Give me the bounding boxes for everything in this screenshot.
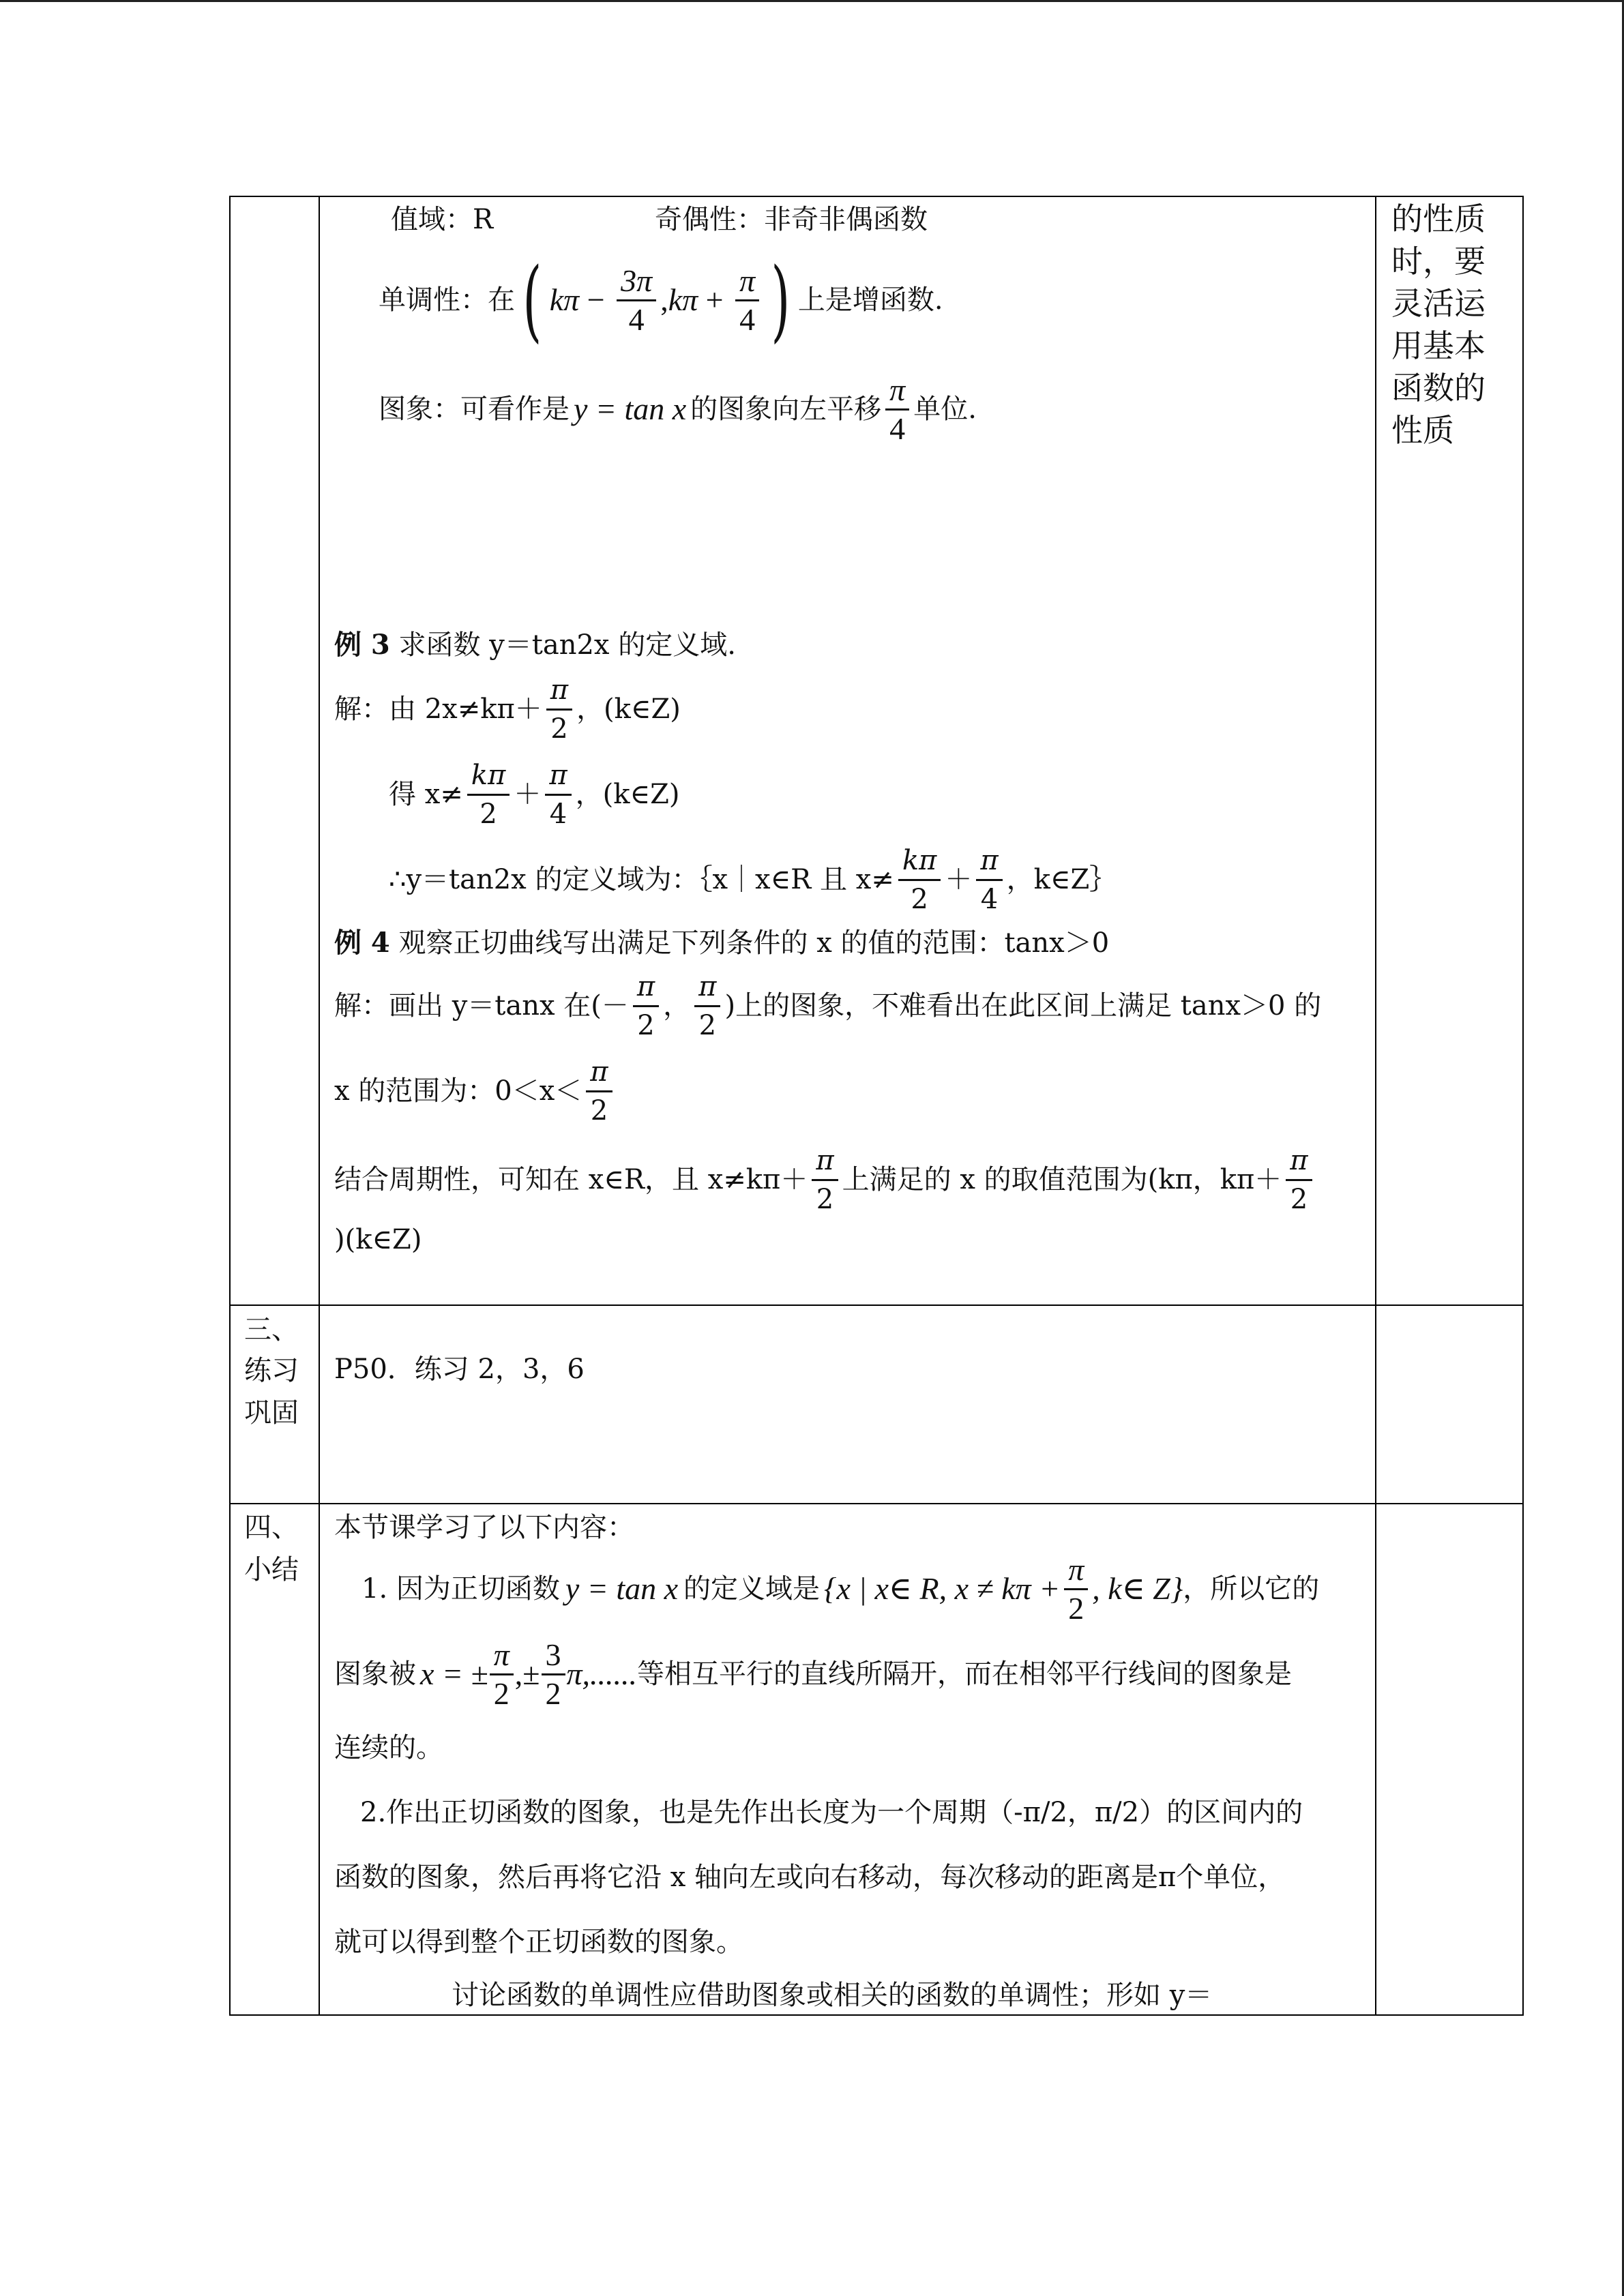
side-note-line-1: 的性质: [1391, 200, 1486, 237]
row2-label-1: 三、: [244, 1314, 299, 1345]
row3-label-1: 四、: [244, 1512, 299, 1543]
graph-line: [379, 368, 977, 450]
example-4-solution-4: )(k∈Z): [334, 1224, 422, 1255]
summary-point-1b: 图象被 x = ± $\frac{\pi}{2}$ ,± $\frac{3}{2}$ π,...... 等相互平行的直线所隔开，而在相邻平行线间的图象是: [334, 1637, 1293, 1711]
side-note-line-2: 时，要: [1391, 243, 1486, 280]
summary-intro: 本节课学习了以下内容：: [334, 1512, 634, 1543]
range-text: 值域：R: [391, 204, 494, 235]
summary-point-2b: 函数的图象，然后再将它沿 x 轴向左或向右移动，每次移动的距离是π个单位，: [334, 1862, 1286, 1893]
graph-equation: y = tan x: [574, 391, 687, 426]
example-3-solution-1: 解：由 2x≠kπ＋ $\frac{\pi}{2}$ ，(k∈Z): [334, 668, 681, 750]
monotonicity-line: [379, 248, 943, 352]
example-4-solution-1: 解：画出 y＝tanx 在(－ $\frac{\pi}{2}$ ， $\frac{\pi}{2}$ )上的图象，不难看出在此区间上满足 tanx＞0 的: [334, 965, 1321, 1047]
example-4-heading: [334, 924, 1109, 962]
side-note-line-4: 用基本: [1391, 327, 1486, 364]
row2-note-cell: [1375, 1304, 1524, 1504]
ex4-fraction-1: $\frac{\pi}{2}$: [633, 968, 659, 1044]
example-4-label: 例 4: [334, 927, 390, 959]
asymptote-fraction-2: $\frac{3}{2}$: [542, 1637, 565, 1712]
ex3-domain-fraction-pi-4: $\frac{\pi}{4}$: [976, 842, 1002, 918]
mono-minus: −: [579, 282, 613, 317]
fraction-pi-over-4: $\frac{\pi}{4}$: [735, 263, 759, 338]
summary-point-3: 讨论函数的单调性应借助图象或相关的函数的单调性；形如 y＝: [452, 1980, 1213, 2011]
summary-point-2a: 2.作出正切函数的图象，也是先作出长度为一个周期（-π/2，π/2）的区间内的: [360, 1797, 1303, 1828]
page-top-border: [0, 0, 1624, 2]
ex3-fraction-pi-2: $\frac{\pi}{2}$: [546, 672, 572, 747]
row2-label-3: 巩固: [244, 1397, 299, 1429]
side-note-line-5: 函数的: [1391, 370, 1486, 406]
practice-content: P50．练习 2，3，6: [334, 1354, 585, 1385]
left-paren: (: [522, 248, 542, 352]
asymptote-fraction-1: $\frac{\pi}{2}$: [490, 1637, 514, 1712]
mono-suffix: 上是增函数.: [797, 284, 943, 316]
example-4-solution-2: x 的范围为：0＜x＜ $\frac{\pi}{2}$: [334, 1050, 617, 1132]
example-3-solution-3: ∴y＝tan2x 的定义域为：｛x｜x∈R 且 x≠ $\frac{k\pi}{2}$ ＋ $\frac{\pi}{4}$ ，k∈Z｝: [389, 839, 1117, 921]
row3-note-cell: [1375, 1503, 1524, 2016]
ex4-range-fraction: $\frac{\pi}{2}$: [586, 1054, 612, 1129]
row1-label-cell: [229, 196, 320, 1306]
row2-content-cell: [319, 1304, 1376, 1504]
right-paren: ): [771, 248, 791, 352]
ex4-period-fraction-2: $\frac{\pi}{2}$: [1286, 1142, 1312, 1218]
mono-prefix: 单调性：在: [379, 284, 515, 316]
parity-text: 奇偶性：非奇非偶函数: [655, 204, 928, 235]
ex3-fraction-pi-4: $\frac{\pi}{4}$: [545, 757, 571, 833]
row2-label-2: 练习: [244, 1355, 299, 1386]
ex4-period-fraction-1: $\frac{\pi}{2}$: [812, 1142, 838, 1218]
graph-middle: 的图象向左平移: [690, 393, 882, 425]
summary-point-1: 1. 因为正切函数 y = tan x 的定义域是 {x | x∈ R, x ≠ kπ + $\frac{\pi}{2}$ , k∈ Z} ，所以它的: [361, 1551, 1320, 1626]
example-3-text: 求函数 y＝tan2x 的定义域.: [398, 629, 736, 661]
example-3-label: 例 3: [334, 629, 390, 661]
example-3-solution-2: 得 x≠ $\frac{k\pi}{2}$ ＋ $\frac{\pi}{4}$ ，(k∈Z): [389, 754, 679, 835]
ex3-fraction-kpi-2: $\frac{k\pi}{2}$: [467, 757, 510, 833]
mono-plus: +: [698, 282, 732, 317]
summary-point-2c: 就可以得到整个正切函数的图象。: [334, 1926, 743, 1958]
graph-fraction: $\frac{\pi}{4}$: [885, 372, 909, 447]
row3-label-2: 小结: [244, 1554, 299, 1585]
graph-prefix: 图象：可看作是: [379, 393, 570, 425]
mono-k2: kπ: [668, 282, 698, 317]
mono-k1: kπ: [549, 282, 580, 317]
example-3-heading: [334, 626, 736, 664]
side-note-line-3: 灵活运: [1391, 285, 1486, 322]
example-4-text: 观察正切曲线写出满足下列条件的 x 的值的范围：tanx＞0: [398, 927, 1110, 959]
fraction-3pi-over-4: $\frac{3\pi}{4}$: [617, 263, 656, 338]
graph-suffix: 单位.: [913, 393, 977, 425]
example-4-solution-3: 结合周期性，可知在 x∈R，且 x≠kπ＋ $\frac{\pi}{2}$ 上满足的 x 的取值范围为(kπ，kπ＋ $\frac{\pi}{2}$: [334, 1139, 1316, 1221]
ex4-fraction-2: $\frac{\pi}{2}$: [694, 968, 720, 1044]
summary-point-1c: 连续的。: [334, 1732, 443, 1763]
domain-fraction: $\frac{\pi}{2}$: [1064, 1551, 1088, 1627]
mono-comma: ,: [660, 282, 668, 317]
side-note-line-6: 性质: [1391, 412, 1454, 449]
ex3-domain-fraction-kpi-2: $\frac{k\pi}{2}$: [898, 842, 941, 918]
